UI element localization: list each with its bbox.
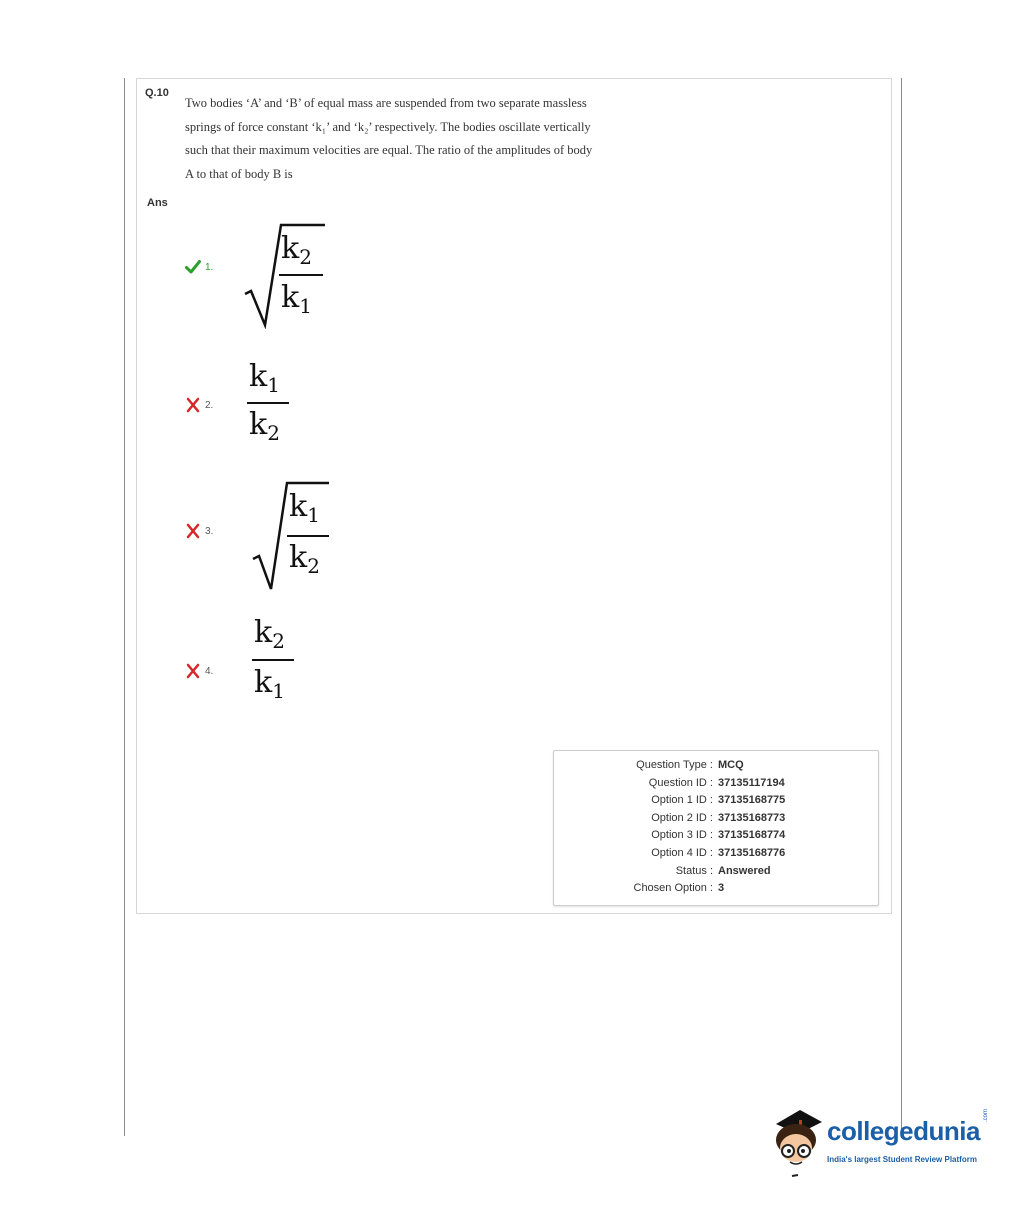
collegedunia-logo	[768, 1104, 998, 1184]
option-2-math	[245, 359, 305, 454]
option-number: 1.	[205, 261, 214, 273]
page-border-right	[901, 78, 902, 1138]
denominator: $k_1$	[254, 665, 285, 703]
cross-icon	[185, 663, 201, 679]
question-line: springs of force constant ‘k₁’ and ‘k₂’ respectively. The bodies oscillate vertically	[185, 119, 591, 134]
brand-tagline: India's largest Student Review Platform	[827, 1155, 977, 1164]
option-number: 2.	[205, 399, 214, 411]
option-3	[185, 523, 213, 539]
page-border-left	[124, 78, 125, 1136]
meta-row-question-type: Question Type : MCQ	[636, 759, 744, 771]
option-4	[185, 663, 213, 679]
fraction-bar	[279, 274, 323, 276]
question-line: Two bodies ‘A’ and ‘B’ of equal mass are suspended from two separate massless	[185, 96, 587, 110]
numerator: $k_2$	[281, 231, 312, 269]
numerator: $k_1$	[289, 489, 320, 527]
option-3-math	[251, 477, 341, 595]
check-icon	[185, 259, 201, 275]
denominator: $k_2$	[249, 407, 280, 445]
meta-row-option-1-id: Option 1 ID : 37135168775	[651, 794, 786, 806]
meta-row-chosen-option: Chosen Option : 3	[633, 882, 725, 894]
numerator: $k_2$	[254, 615, 285, 653]
option-number: 4.	[205, 665, 214, 677]
fraction-bar	[287, 535, 329, 537]
meta-row-question-id: Question ID : 37135117194	[648, 777, 785, 789]
meta-row-option-3-id: Option 3 ID : 37135168774	[651, 829, 786, 841]
question-number: Q.10	[145, 87, 169, 99]
option-2	[185, 397, 213, 413]
mascot-icon	[768, 1104, 826, 1180]
question-text	[185, 92, 665, 186]
fraction-bar	[252, 659, 294, 661]
denominator: $k_2$	[289, 540, 320, 578]
option-1-math	[243, 219, 333, 329]
meta-row-status: Status : Answered	[675, 865, 771, 877]
question-line: A to that of body B is	[185, 166, 293, 181]
answer-label: Ans	[147, 197, 168, 209]
question-metadata-panel	[553, 750, 879, 906]
brand-name: collegedunia	[827, 1116, 980, 1146]
denominator: $k_1$	[281, 280, 312, 318]
option-number: 3.	[205, 525, 214, 537]
cross-icon	[185, 523, 201, 539]
brand-suffix: .com	[983, 1108, 989, 1122]
question-line: such that their maximum velocities are equal. The ratio of the amplitudes of body	[185, 143, 593, 157]
numerator: $k_1$	[249, 359, 280, 397]
option-4-math	[250, 615, 310, 710]
cross-icon	[185, 397, 201, 413]
meta-row-option-2-id: Option 2 ID : 37135168773	[651, 812, 786, 824]
option-1	[185, 259, 213, 275]
fraction-bar	[247, 402, 289, 404]
meta-row-option-4-id: Option 4 ID : 37135168776	[651, 847, 786, 859]
